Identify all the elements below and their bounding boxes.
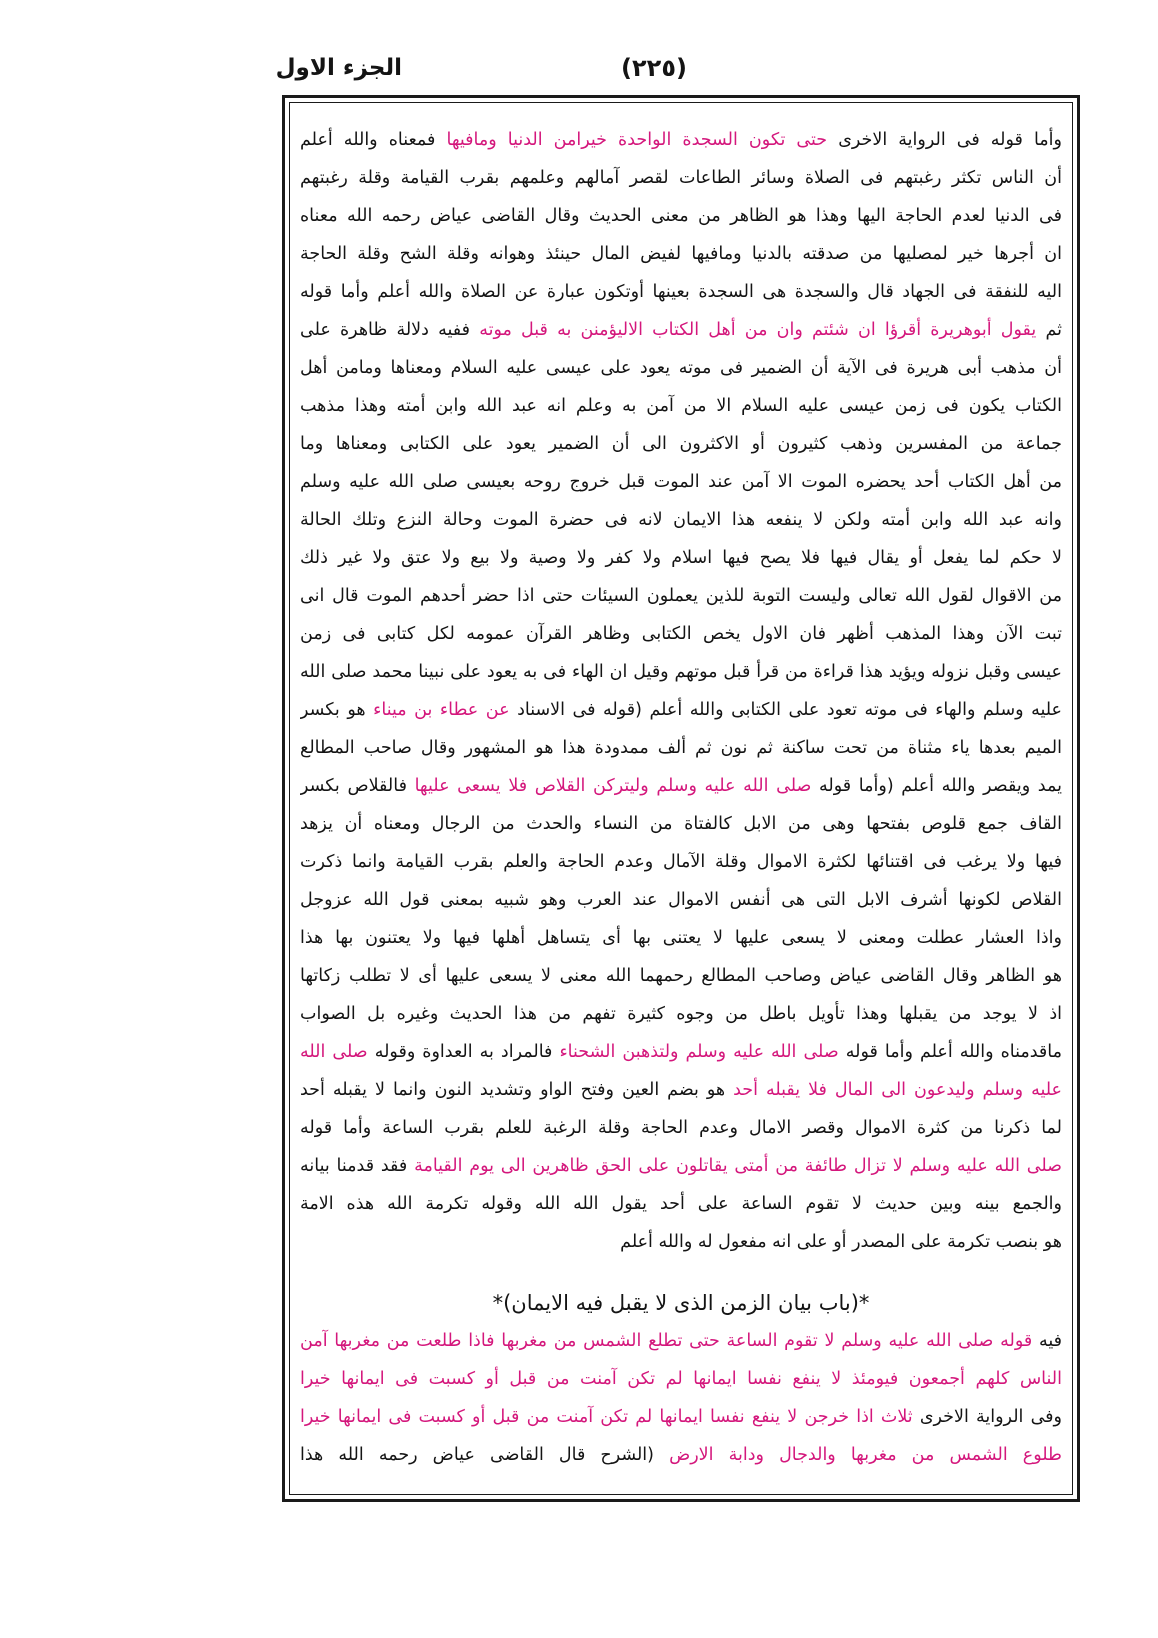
chapter-text-line — [300, 1322, 1062, 1360]
text-segment: هو الظاهر وقال القاضى عياض وصاحب المطالع رحمهما الله معنى لا يسعى عليها أى لا تطلب زكاتها — [300, 966, 1062, 986]
text-segment: فالقلاص بكسر — [300, 776, 407, 796]
text-line — [300, 805, 1062, 843]
text-line — [300, 1071, 1062, 1109]
text-line — [300, 957, 1062, 995]
text-line — [300, 767, 1062, 805]
hadith-segment: صلى الله عليه وسلم لا تزال طائفة من أمتى يقاتلون على الحق ظاهرين الى يوم القيامة — [414, 1156, 1062, 1176]
chapter-text-line — [300, 1398, 1062, 1436]
text-line — [300, 425, 1062, 463]
text-line — [300, 349, 1062, 387]
text-segment: ماقدمناه والله أعلم وأما قوله — [845, 1042, 1062, 1062]
text-segment: فقد قدمنا بيانه — [300, 1156, 408, 1176]
text-segment: فيه — [1038, 1331, 1062, 1351]
text-segment: الميم بعدها ياء مثناة من تحت ساكنة ثم نون ثم ألف ممدودة هذا هو المشهور وقال صاحب المطالع — [300, 738, 1062, 758]
text-line — [300, 197, 1062, 235]
text-line — [300, 691, 1062, 729]
text-segment: اليه للنفقة فى الجهاد قال والسجدة هى السجدة بعينها أوتكون عبارة عن الصلاة والله أعلم وأما قوله — [300, 282, 1062, 302]
text-line — [300, 995, 1062, 1033]
hadith-segment: صلى الله عليه وسلم ولتذهبن الشحناء — [559, 1042, 839, 1062]
text-line — [300, 1109, 1062, 1147]
text-segment: عيسى وقبل نزوله ويؤيد هذا قراءة من قرأ قبل موتهم وقيل ان الهاء فى به يعود على نبينا محمد صلى الله — [300, 662, 1062, 682]
text-segment: ان أجرها خير لمصليها من صدقته بالدنيا ومافيها لفيض المال حينئذ وهوانه وقلة الشح وقلة الحاجة — [300, 244, 1062, 264]
hadith-segment: عن عطاء بن ميناء — [373, 700, 510, 720]
text-line — [300, 615, 1062, 653]
text-line — [300, 121, 1062, 159]
chapter-heading: *(باب بيان الزمن الذى لا يقبل فيه الايمان)* — [492, 1291, 870, 1315]
text-segment: فمعناه والله أعلم — [300, 130, 436, 150]
text-segment: فيها ولا يرغب فى اقتنائها لكثرة الاموال وقلة الآمال وعدم الحاجة والعلم بقرب القيامة وانما ذكرت — [300, 852, 1062, 872]
text-line — [300, 881, 1062, 919]
hadith-segment: طلوع الشمس من مغربها والدجال ودابة الارض — [669, 1445, 1062, 1465]
text-segment: جماعة من المفسرين وذهب كثيرون أو الاكثرون الى أن الضمير يعود على الكتابى ومعناها وما — [300, 434, 1062, 454]
text-segment: هو بضم العين وفتح الواو وتشديد النون وانما لا يقبله أحد — [300, 1080, 726, 1100]
text-segment: فالمراد به العداوة وقوله — [374, 1042, 553, 1062]
text-line — [300, 577, 1062, 615]
chapter-text-line — [300, 1360, 1062, 1398]
text-line — [300, 463, 1062, 501]
text-segment: وأما قوله فى الرواية الاخرى — [838, 130, 1062, 150]
text-line — [300, 653, 1062, 691]
text-segment: فى الدنيا لعدم الحاجة اليها وهذا هو الظاهر من معنى الحديث وقال القاضى عياض رحمه الله معناه — [300, 206, 1062, 226]
hadith-segment: حتى تكون السجدة الواحدة خيرامن الدنيا ومافيها — [446, 130, 828, 150]
text-segment: أن الناس تكثر رغبتهم فى الصلاة وسائر الطاعات لقصر آمالهم وعلمهم بقرب القيامة وقلة رغبتهم — [300, 168, 1062, 188]
text-line — [300, 1185, 1062, 1223]
text-segment: عليه وسلم والهاء فى موته تعود على الكتابى والله أعلم (قوله فى الاسناد — [517, 700, 1062, 720]
text-segment: وانه عبد الله وابن أمته ولكن لا ينفعه هذا الايمان لانه فى حضرة الموت وحالة النزع وتلك الحالة — [300, 510, 1062, 530]
text-line — [300, 1033, 1062, 1071]
text-segment: تبت الآن وهذا المذهب أظهر فان الاول يخص الكتابى وظاهر القرآن عمومه لكل كتابى فى زمن — [300, 624, 1062, 644]
main-text — [300, 121, 1062, 1474]
text-segment: (الشرح قال القاضى عياض رحمه الله هذا — [300, 1445, 654, 1465]
text-segment: لا حكم لما يفعل أو يقال فيها فلا يصح فيها اسلام ولا كفر ولا وصية ولا بيع ولا عتق ولا غير ذلك — [300, 548, 1062, 568]
text-segment: والجمع بينه وبين حديث لا تقوم الساعة على أحد يقول الله الله وقوله تكرمة الله هذه الامة — [300, 1194, 1062, 1214]
text-line — [300, 501, 1062, 539]
text-segment: واذا العشار عطلت ومعنى لا يسعى عليها لا يعتنى بها أى يتساهل أهلها فيها ولا يعتنون بها هذا — [300, 928, 1062, 948]
text-segment: الكتاب يكون فى زمن عيسى عليه السلام الا من آمن به وعلم انه عبد الله وابن أمته وهذا مذهب — [300, 396, 1062, 416]
text-segment: القلاص لكونها أشرف الابل التى هى أنفس الاموال عند العرب وهو شبيه بمعنى قول الله عزوجل — [300, 890, 1062, 910]
text-line — [300, 387, 1062, 425]
page-number: (٢٢٥) — [621, 54, 687, 82]
hadith-segment: عليه وسلم وليدعون الى المال فلا يقبله أحد — [733, 1080, 1062, 1100]
text-line — [300, 273, 1062, 311]
chapter-text-line — [300, 1436, 1062, 1474]
text-line — [300, 235, 1062, 273]
text-line — [300, 1223, 1062, 1261]
hadith-segment: صلى الله عليه وسلم وليتركن القلاص فلا يسعى عليها — [414, 776, 812, 796]
text-line — [300, 539, 1062, 577]
hadith-segment: الناس كلهم أجمعون فيومئذ لا ينفع نفسا ايمانها لم تكن آمنت من قبل أو كسبت فى ايمانها خيرا — [300, 1369, 1062, 1389]
text-segment: من أهل الكتاب أحد يحضره الموت الا آمن عند الموت قبل خروج روحه بعيسى صلى الله عليه وسلم — [300, 472, 1062, 492]
text-segment: لما ذكرنا من كثرة الاموال وقصر الامال وعدم الحاجة وقلة الرغبة للعلم بقرب الساعة وأما قوله — [300, 1118, 1062, 1138]
text-line — [300, 919, 1062, 957]
text-line — [300, 843, 1062, 881]
volume-label: الجزء الاول — [275, 55, 402, 81]
hadith-segment: صلى الله — [300, 1042, 368, 1062]
text-segment: من الاقوال لقول الله تعالى وليست التوبة للذين يعملون السيئات حتى اذا حضر أحدهم الموت قال انى — [300, 586, 1062, 606]
hadith-segment: ثلاث اذا خرجن لا ينفع نفسا ايمانها لم تكن آمنت من قبل أو كسبت فى ايمانها خيرا — [300, 1407, 913, 1427]
text-segment: ثم — [1045, 320, 1062, 340]
text-segment: ففيه دلالة ظاهرة على — [300, 320, 471, 340]
hadith-segment: يقول أبوهريرة أقرؤا ان شئتم وان من أهل الكتاب الاليؤمنن به قبل موته — [479, 320, 1037, 340]
text-segment: هو بنصب تكرمة على المصدر أو على انه مفعول له والله أعلم — [620, 1232, 1062, 1252]
text-segment: هو بكسر — [300, 700, 366, 720]
hadith-segment: قوله صلى الله عليه وسلم لا تقوم الساعة حتى تطلع الشمس من مغربها فاذا طلعت من مغربها آمن — [300, 1331, 1033, 1351]
text-line — [300, 159, 1062, 197]
text-line — [300, 311, 1062, 349]
text-segment: القاف جمع قلوص بفتحها وهى من الابل كالفتاة من النساء والحدث من الرجال ومعناه أن يزهد — [300, 814, 1062, 834]
text-segment: أن مذهب أبى هريرة فى الآية أن الضمير فى موته يعود على عيسى عليه السلام ومعناها ومامن أهل — [300, 358, 1062, 378]
text-line — [300, 729, 1062, 767]
text-line — [300, 1147, 1062, 1185]
text-segment: اذ لا يوجد من يقبلها وهذا تأويل باطل من وجوه كثيرة تفهم من هذا الحديث وغيره بل الصواب — [300, 1004, 1062, 1024]
text-segment: وفى الرواية الاخرى — [919, 1407, 1062, 1427]
text-segment: يمد ويقصر والله أعلم (وأما قوله — [819, 776, 1062, 796]
